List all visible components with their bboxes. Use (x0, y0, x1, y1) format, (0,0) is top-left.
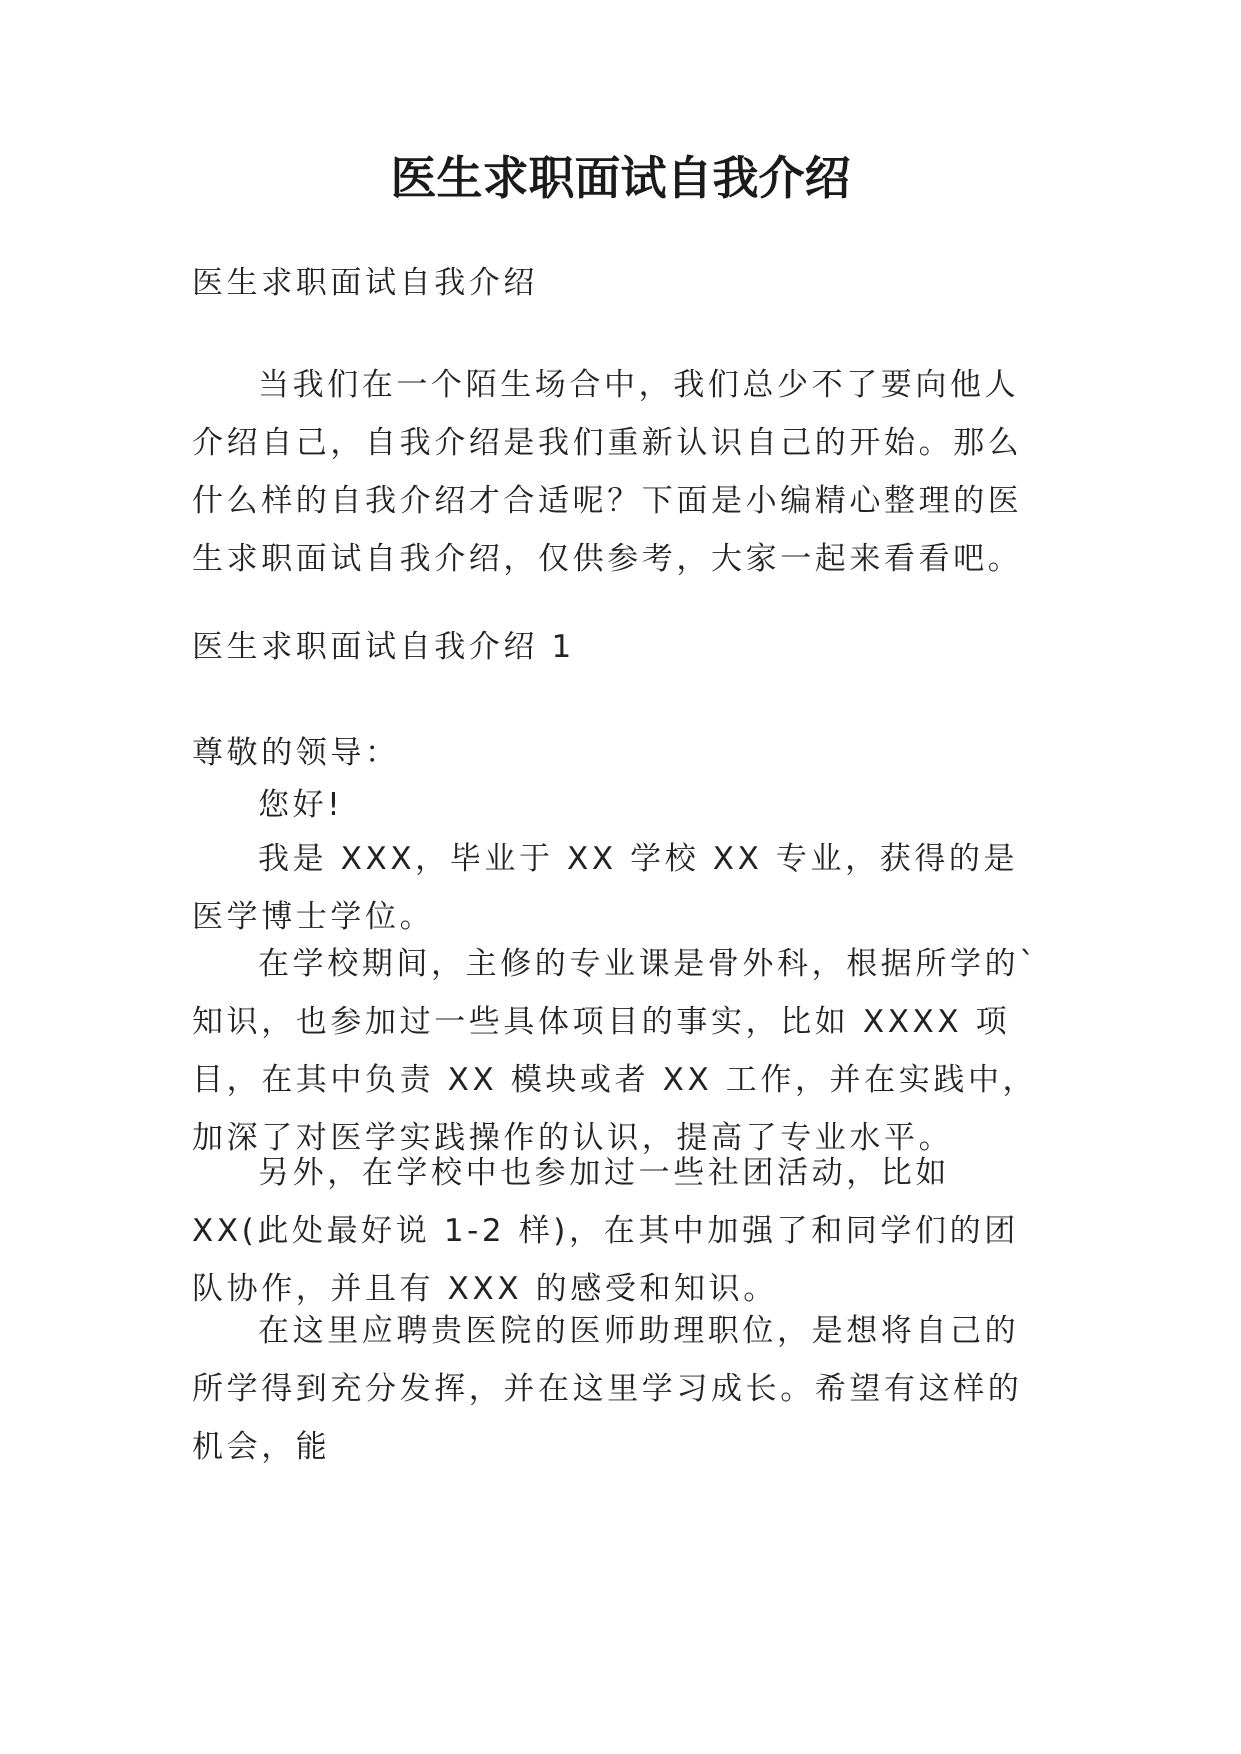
document-title: 医生求职面试自我介绍 (390, 151, 851, 205)
body-paragraph: 我是 XXX，毕业于 XX 学校 XX 专业，获得的是医学博士学位。 (192, 841, 1019, 935)
section-heading: 医生求职面试自我介绍 1 (192, 629, 575, 665)
intro-paragraph: 当我们在一个陌生场合中，我们总少不了要向他人介绍自己，自我介绍是我们重新认识自己的开始。那么什么样的自我介绍才合适呢？下面是小编精心整理的医生求职面试自我介绍，仅供参考，大家一起来看看吧。 (192, 367, 1023, 577)
greeting: 您好! (258, 787, 344, 823)
body-paragraph: 在这里应聘贵医院的医师助理职位，是想将自己的所学得到充分发挥，并在这里学习成长。希望有这样的机会，能 (192, 1313, 1023, 1465)
salutation: 尊敬的领导： (192, 735, 400, 771)
document-subtitle: 医生求职面试自我介绍 (192, 265, 538, 301)
body-paragraph: 另外，在学校中也参加过一些社团活动，比如 XX(此处最好说 1-2 样)，在其中加强了和同学们的团队协作，并且有 XXX 的感受和知识。 (192, 1155, 1019, 1307)
body-paragraph: 在学校期间，主修的专业课是骨外科，根据所学的`知识，也参加过一些具体项目的事实，比如 XXXX 项目，在其中负责 XX 模块或者 XX 工作，并在实践中，加深了对医学实践操作的认识，提高了专业水平。 (192, 946, 1039, 1156)
